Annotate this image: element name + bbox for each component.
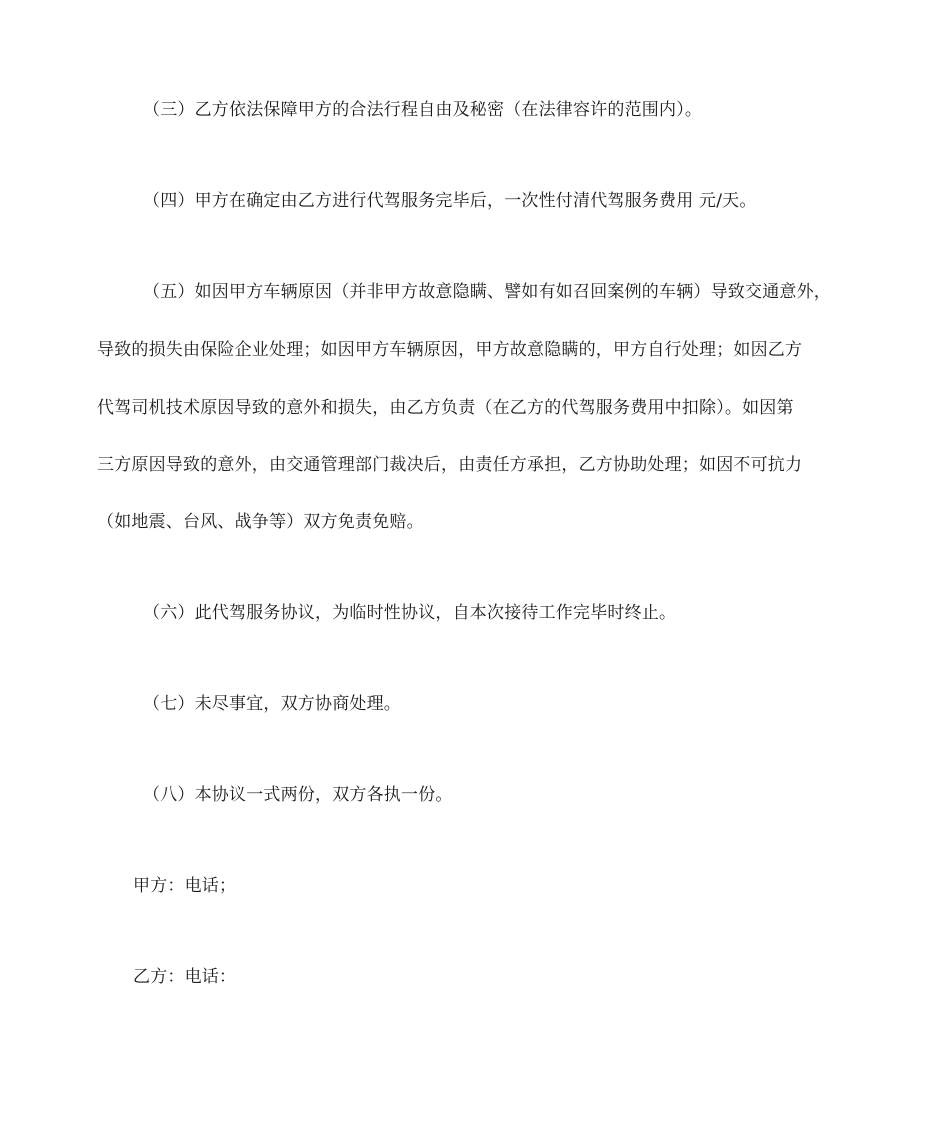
clause-6-text: （六）此代驾服务协议，为临时性协议，自本次接待工作完毕时终止。 [143,603,677,623]
clause-5-line-5: （如地震、台风、战争等）双方免责免赔。 [97,512,424,532]
clause-4-text: （四）甲方在确定由乙方进行代驾服务完毕后，一次性付清代驾服务费用 元/天。 [143,191,757,211]
party-b-signature-line: 乙方：电话： [133,967,237,987]
party-a-signature-line: 甲方：电话； [133,876,237,896]
clause-5-line-2: 导致的损失由保险企业处理；如因甲方车辆原因，甲方故意隐瞒的，甲方自行处理；如因乙方 [97,340,803,360]
clause-8-text: （八）本协议一式两份，双方各执一份。 [143,785,453,805]
clause-5-line-1: （五）如因甲方车辆原因（并非甲方故意隐瞒、譬如有如召回案例的车辆）导致交通意外， [143,282,831,302]
clause-3-text: （三）乙方依法保障甲方的合法行程自由及秘密（在法律容许的范围内）。 [143,100,703,120]
clause-5-line-3: 代驾司机技术原因导致的意外和损失，由乙方负责（在乙方的代驾服务费用中扣除）。如因第 [97,398,794,418]
clause-7-text: （七）未尽事宜，双方协商处理。 [143,694,401,714]
clause-5-line-4: 三方原因导致的意外，由交通管理部门裁决后，由责任方承担，乙方协助处理；如因不可抗力 [97,455,803,475]
